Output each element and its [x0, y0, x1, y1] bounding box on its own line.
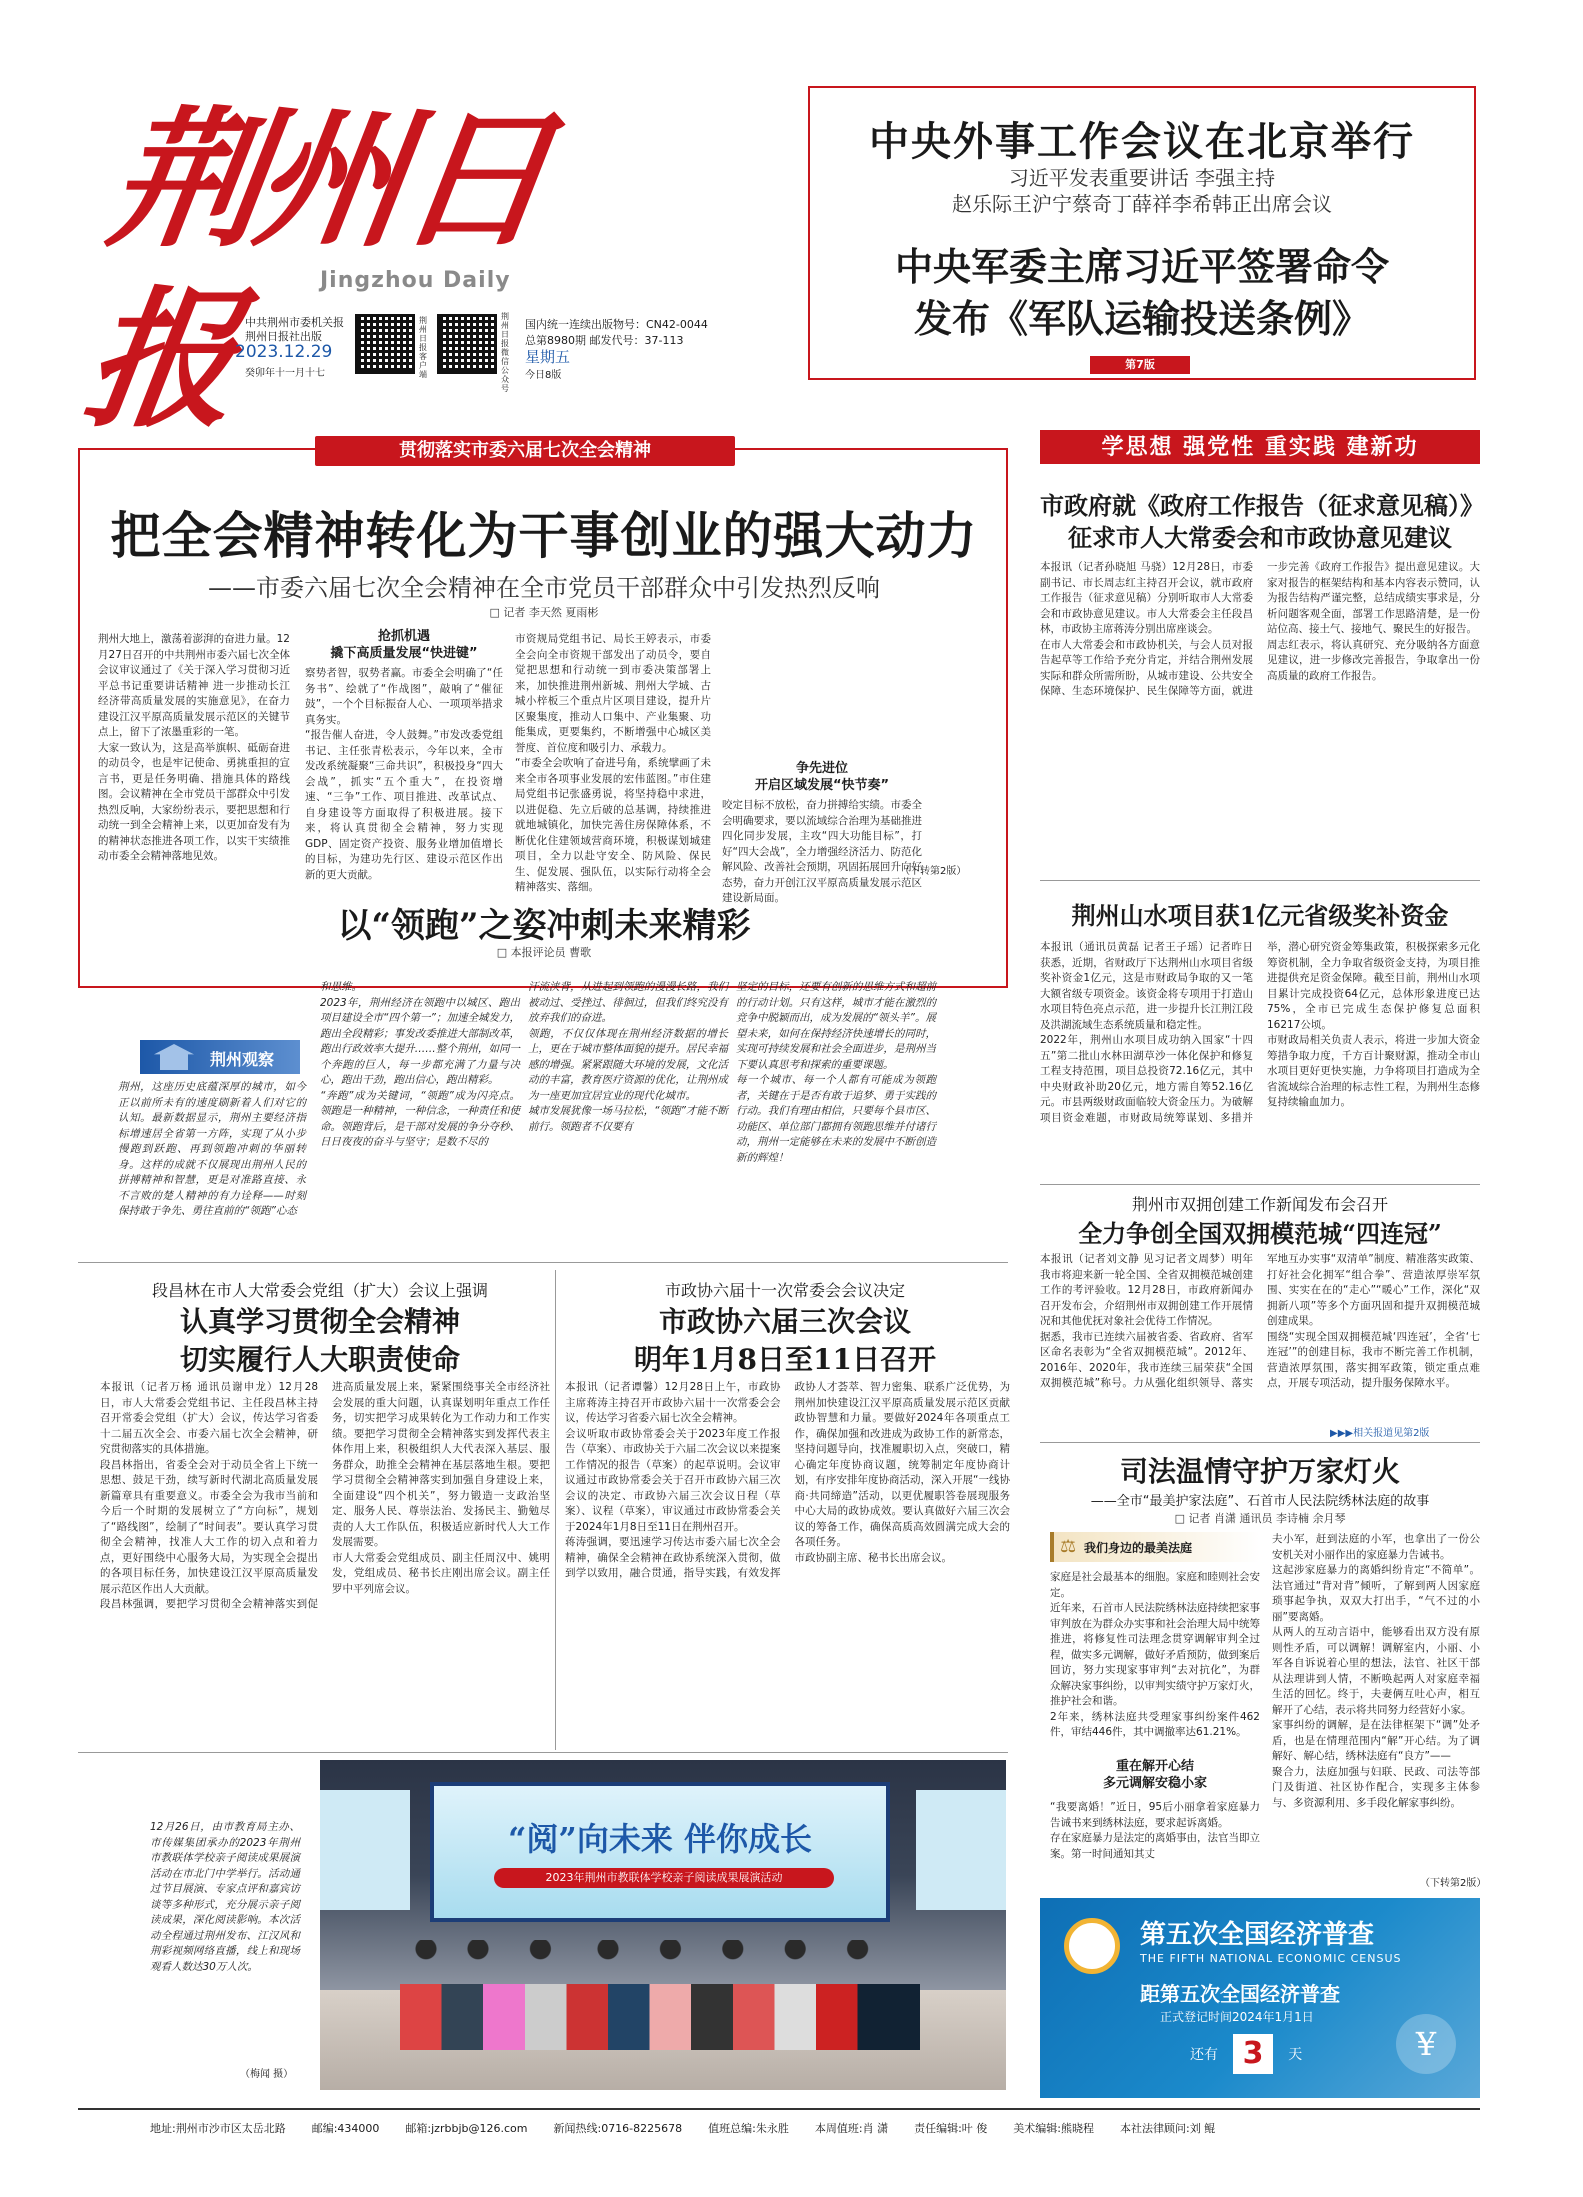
right-a4-subhead-1: 重在解开心结 [1115, 1759, 1194, 1774]
right-a2-text: 本报讯（通讯员黄磊 记者王子瑶）记者昨日获悉，近期，省财政厅下达荆州山水项目省级奖补资金1亿元，这是市财政局争取的又一笔大额省级专项资金。该资金将专项用于打造山水项目特色亮点示范，进一步提升长江荆江段及洪湖流域生态系统质量和稳定性。 2022年，荆州山水项目成功纳入国家“十四五”第二批山水林田湖草沙一体化保护和修复工程支持范围，项目总投资72.16亿元，其中中央财政补助20亿元，地方需自筹52.16亿元。市县两级财政面临较大资金压力。为破解项目资金难题，市财政局统筹谋划、多措并举，潜心研究资金筹集政策，积极探索多元化筹资机制，全力争取省级资金支持，为项目推进提供充足资金保障。截至目前，荆州山水项目累计完成投资64亿元，总体形象进度已达75%，全市已完成生态保护修复总面积16217公顷。 市财政局相关负责人表示，将进一步加大资金筹措争取力度，千方百计聚财源，推动全市山水项目更好更快实施，力争将项目打造成为全省流域综合治理的标志性工程，为荆州生态修复持续输血加力。 [1040, 941, 1480, 1124]
cppcc-headline-1[interactable]: 市政协六届三次会议 [658, 1305, 911, 1338]
right-a1-headline-2[interactable]: 征求市人大常委会和市政协意见建议 [1068, 523, 1452, 552]
right-a1-text: 本报讯（记者孙晓旭 马骁）12月28日，市委副书记、市长周志红主持召开会议，就市政府工作报告（征求意见稿）分别听取市人大常委会和市政协意见建议。市人大常委会主任段昌林，市政协主席蒋涛分别出席座谈会。 在市人大常委会和市政协机关，与会人员对报告起草等工作给予充分肯定，并结合荆州发展实际和群众所需所盼，从城市建设、公共安全保障、生态环境保护、民生保障等方面，就进一步完善《政府工作报告》提出意见建议。大家对报告的框架结构和基本内容表示赞同，认为报告结构严谨完整，总结成绩实事求是，分析问题客观全面，部署工作思路清楚，是一份站位高、接土气、接地气、聚民生的好报告。 周志红表示，将认真研究、充分吸纳各方面意见建议，进一步修改完善报告，争取拿出一份高质量的政府工作报告。 [1040, 561, 1480, 697]
weekday: 星期五 [525, 348, 571, 366]
right-a1-headline-1[interactable]: 市政府就《政府工作报告（征求意见稿）》 [1040, 491, 1484, 520]
event-photo[interactable] [320, 1760, 1006, 2090]
stage-subtitle: 2023年荆州市教联体学校亲子阅读成果展演活动 [494, 1868, 834, 1888]
duan-kicker: 段昌林在市人大常委会党组（扩大）会议上强调 [151, 1281, 488, 1300]
lead-col4-subhead-2: 开启区域发展“快节奏” [754, 778, 890, 793]
photo-caption: 12月26日，由市教育局主办、市传媒集团承办的2023年荆州市教联体学校亲子阅读成果展演活动在市北门中学举行。活动通过节目展演、专家点评和嘉宾访谈等多种形式，充分展示亲子阅读成果，深化阅读影响。本次活动全程通过荆州发布、江汉风和荆彩视频网络直播，线上和现场观看人数达30万人次。 [150, 1821, 300, 1973]
participants-group [400, 1940, 920, 2050]
duan-headline-2[interactable]: 切实履行人大职责使命 [179, 1343, 460, 1376]
qr-code-app[interactable] [355, 314, 415, 374]
right-a4-col2: 夫小军，赶到法庭的小军，也拿出了一份公安机关对小丽作出的家庭暴力告诫书。 这起涉家庭暴力的离婚纠纷肯定“不简单”。法官通过“背对背”倾听，了解到两人因家庭琐事起争执，双双大打出手，“气不过的小丽”要离婚。 从两人的互动言语中，能够看出双方没有原则性矛盾，可以调解！调解室内，小丽、小军各自诉说着心里的想法，法官、社区干部从法理讲到人情，不断唤起两人对家庭幸福生活的回忆。终于，夫妻俩互吐心声，相互解开了心结，表示将共同努力经营好小家。 家事纠纷的调解，是在法律框架下“调”处矛盾，也是在情理范围内“解”开心结。为了调解好、解心结，绣林法庭有“良方”—— 聚合力，法庭加强与妇联、民政、司法等部门及街道、社区协作配合，实现多主体参与、多资源利用、多手段化解家事纠纷。 [1272, 1533, 1480, 1809]
issue-number: 总第8980期 邮发代号：37-113 [525, 334, 684, 347]
lead-col-1: 荆州大地上，激荡着澎湃的奋进力量。12月27日召开的中共荆州市委六届七次全体会议审议通过了《关于深入学习贯彻习近平总书记重要讲话精神 进一步推动长江经济带高质量发展的实施意见》，在奋力建设江汉平原高质量发展示范区的关键节点上，留下了浓墨重彩的一笔。 大家一致认为，这是高举旗帜、砥砺奋进的动员令，也是牢记使命、勇挑重担的宣言书，更是任务明确、措施具体的路线图。会议精神在全市党员干部群众中引发热烈反响，大家纷纷表示，要把思想和行动统一到全会精神上来，以更加奋发有为的精神状态推进各项工作，以实干实绩推动市委全会精神落地见效。 [98, 633, 290, 862]
footer-editor: 责任编辑:叶 俊 [914, 2122, 988, 2135]
commentary-bottom-rule [78, 1262, 1008, 1263]
right-a4-subheadline: ——全市“最美护家法庭”、石首市人民法院绣林法庭的故事 [1090, 1494, 1430, 1509]
right-a3-text: 本报讯（记者刘文静 见习记者文周梦）明年我市将迎来新一轮全国、全省双拥模范城创建工作的考评验收。12月28日，市政府新闻办召开发布会，介绍荆州市双拥创建工作开展情况和其他优抚对象社会优待工作情况。 据悉，我市已连续六届被省委、省政府、省军区命名表彰为“全省双拥模范城”。2012年、2016年、2020年，我市连续三届荣获“全国双拥模范城”称号。力从强化组织领导、落实军地互办实事“双清单”制度、精准落实政策、打好社会化拥军“组合拳”、营造浓厚崇军氛围、实实在在的“走心”“暖心”工作，深化“双拥新八项”等多个方面巩固和提升双拥模范城创建成果。 围绕“实现全国双拥模范城‘四连冠’，全省‘七连冠’”的创建目标，我市不断完善工作机制，营造浓厚氛围，落实拥军政策，锁定重点难点，开展专项活动，提升服务保障水平。 [1040, 1253, 1480, 1389]
lunar-date: 癸卯年十一月十七 [245, 368, 325, 379]
side-screen-right [916, 1790, 1006, 1910]
right-a4-byline: □ 记者 肖潇 通讯员 李诗楠 余月琴 [1174, 1512, 1346, 1525]
right-a3-related-link[interactable]: ▶▶▶相关报道见第2版 [1330, 1428, 1430, 1439]
footer-week-duty: 本周值班:肖 潇 [814, 2122, 889, 2135]
lead-subheadline: ——市委六届七次全会精神在全市党员干部群众中引发热烈反响 [208, 574, 880, 602]
footer-email[interactable]: 邮箱:jzrbbjb@126.com [405, 2122, 528, 2135]
right-a3-kicker: 荆州市双拥创建工作新闻发布会召开 [1131, 1195, 1388, 1214]
right-a4-headline[interactable]: 司法温情守护万家灯火 [1119, 1455, 1400, 1488]
cppcc-text: 本报讯（记者谭馨）12月28日上午，市政协主席蒋涛主持召开市政协六届十一次常委会会议，传达学习省委六届七次全会精神。 会议听取市政协常委会关于2023年度工作报告（草案）、市政协关于六届二次会议以来提案工作情况的报告（草案）的起草说明。会议审议通过市政协常委会关于召开市政协六届三次会议的决定、市政协六届三次会议日程（草案）、议程（草案），审议通过市政协常委会关于2024年1月8日至11日在荆州召开。 蒋涛强调，要迅速学习传达市委六届七次全会精神，确保全会精神在政协系统深入贯彻，做到学以致用，融合贯通，指导实践，有效发挥政协人才荟萃、智力密集、联系广泛优势，为荆州加快建设江汉平原高质量发展示范区贡献政协智慧和力量。要做好2024年各项重点工作，确保加强和改进成为政协工作的新常态，坚持问题导向，找准履职切入点，突破口，精心确定年度协商议题，统筹制定年度协商计划，有序安排年度协商活动，深入开展“一线协商·共同缔造”活动，以更优履职答卷展现服务中心大局的政协成效。要认真做好六届三次会议的筹备工作，确保高质高效圆满完成大会的各项任务。 市政协副主席、秘书长出席会议。 [565, 1381, 1010, 1579]
court-logo-text: 我们身边的最美法庭 [1084, 1541, 1193, 1555]
right-rule-1 [1040, 880, 1480, 881]
commentary-col-3: 汗流浃背，从进起到领跑的漫漫长路，我们被动过、受挫过、徘徊过，但我们终究没有放弃我们的奋进。 领跑，不仅仅体现在荆州经济数据的增长上，更在于城市整体面貌的提升。居民幸福感的增强。紧紧跟随大环境的发展，文化活动的丰富，教育医疗资源的优化，让荆州成为一座更加宜居宜业的现代化城市。 城市发展犹像一场马拉松，“领跑”才能不断前行。领跑者不仅要有 [528, 981, 728, 1133]
footer-address: 地址:荆州市沙市区太岳北路 [150, 2122, 286, 2135]
top-sub-1: 习近平发表重要讲话 李强主持 [1008, 166, 1276, 190]
commentary-logo [140, 1040, 300, 1074]
duan-text: 本报讯（记者万杨 通讯员谢申龙）12月28日，市人大常委会党组书记、主任段昌林主持召开常委会党组（扩大）会议，传达学习省委十二届五次全会、市委六届七次全会精神，研究贯彻落实的具体措施。 段昌林指出，省委全会对于动员全省上下统一思想、鼓足干劲，续写新时代湖北高质量发展新篇章具有重要意义。市委全会为我市当前和今后一个时期的发展树立了“方向标”，规划了“路线图”，绘制了“时间表”。要认真学习贯彻全会精神，找准人大工作的切入点和着力点，更好围绕中心服务大局，为实现全会提出的各项目标任务，加快建设江汉平原高质量发展示范区作出人大贡献。 段昌林强调，要把学习贯彻全会精神落实到促进高质量发展上来，紧紧围绕事关全市经济社会发展的重大问题，认真谋划明年重点工作任务，切实把学习成果转化为工作动力和工作实绩。要把学习贯彻全会精神落实到发挥代表主体作用上来，积极组织人大代表深入基层、服务群众，助推全会精神在基层落地生根。要把学习贯彻全会精神落实到加强自身建设上来，全面建设“四个机关”，努力锻造一支政治坚定、服务人民、尊崇法治、发扬民主、勤勉尽责的人大工作队伍，积极适应新时代人大工作发展需要。 市人大常委会党组成员、副主任周汉中、姚明发，党组成员、秘书长庄刚出席会议。副主任罗中平列席会议。 [100, 1381, 550, 1610]
issue-date: 2023.12.29 [235, 342, 333, 362]
side-screen-left [320, 1790, 410, 1910]
lead-col2-subhead-2: 撬下高质量发展“快进键” [330, 646, 478, 661]
lead-banner: 贯彻落实市委六届七次全会精神 [315, 436, 735, 466]
lead-col2-text: 察势者智，驭势者赢。市委全会明确了“任务书”、绘就了“作战图”，敲响了“催征鼓”，一个个目标振奋人心、一项项举措求真务实。 “报告催人奋进，令人鼓舞。”市发改委党组书记、主任张青松表示，今年以来，全市发改系统凝聚“三命共识”，积极投身“四大会战”，抓实“五个重大”，在投资增速、“三争”工作、项目推进、改革试点、自身建设等方面取得了积极进展。接下来，将认真贯彻全会精神，努力实现GDP、固定资产投资、服务业增加值增长的目标，为建功先行区、建设示范区作出新的更大贡献。 [305, 667, 503, 881]
right-rule-3 [1040, 1442, 1480, 1443]
page-tag[interactable]: 第7版 [1090, 356, 1190, 374]
right-a4-col1b: “我要离婚！”近日，95后小丽拿着家庭暴力告诫书来到绣林法庭，要求起诉离婚。 存在家庭暴力是法定的离婚事由，法官当即立案。第一时间通知其丈 [1050, 1801, 1260, 1860]
census-emblem-icon [1064, 1918, 1120, 1974]
right-a4-continued[interactable]: （下转第2版） [1420, 1878, 1487, 1889]
lead-continued[interactable]: （下转第2版） [900, 866, 967, 877]
footer-chief-editor: 值班总编:朱永胜 [708, 2122, 789, 2135]
top-sub-2: 赵乐际王沪宁蔡奇丁薛祥李希韩正出席会议 [952, 192, 1332, 216]
countdown-prefix: 还有 [1190, 2047, 1218, 2063]
cn-number: 国内统一连续出版物号：CN42-0044 [525, 318, 708, 331]
commentary-col-1: 荆州，这座历史底蕴深厚的城市，如今正以前所未有的速度刷新着人们对它的认知。最新数据显示，荆州主要经济指标增速居全省第一方阵，实现了从小步慢跑到跃跑、再到领跑冲刺的华丽转身。这样的成就不仅展现出荆州人民的拼搏精神和智慧，更是对准路直接、永不言败的楚人精神的有力诠释——时刻保持敢于争先、勇往直前的“领跑”心态 [118, 1081, 306, 1217]
commentary-byline: □ 本报评论员 曹歌 [496, 946, 592, 959]
footer-art-editor: 美术编辑:熊晓程 [1013, 2122, 1094, 2135]
logo-text: 荆州日报 [74, 92, 558, 448]
top-news-box [808, 86, 1476, 380]
footer-top-rule [78, 2108, 1480, 2110]
footer [150, 2120, 1480, 2140]
right-a3-headline[interactable]: 全力争创全国双拥模范城“四连冠” [1078, 1219, 1442, 1248]
census-countdown [1190, 2034, 1302, 2074]
lead-col2-subhead-1: 抢抓机遇 [377, 629, 430, 644]
lead-byline: □ 记者 李天然 夏雨彬 [489, 606, 599, 619]
commentary-col-2: 和思维。 2023年，荆州经济在领跑中以城区、跑出项目建设全市“四个第一”；加速全城发力，跑出全段精彩；事发改委推进大部制改革，跑出行政效率大提升……整个荆州，如同一个奔跑的巨人，每一步都充满了力量与决心，跑出干劲，跑出信心，跑出精彩。 “奔跑”成为关键词，“领跑”成为闪亮点。领跑是一种精神，一种信念，一种责任和使命。领跑背后，是干部对发展的争分夺秒、日日夜夜的奋斗与坚守；是数不尽的 [320, 981, 520, 1148]
right-a4-subhead-2: 多元调解安稳小家 [1102, 1776, 1207, 1791]
countdown-days: 3 [1233, 2034, 1273, 2074]
census-ad[interactable] [1040, 1898, 1480, 2098]
photo-top-rule [78, 1752, 1008, 1753]
right-banner: 学思想 强党性 重实践 建新功 [1040, 430, 1480, 464]
publisher-line: 荆州日报社出版 [245, 330, 322, 343]
census-date-line: 正式登记时间2024年1月1日 [1160, 2010, 1314, 2024]
census-title: 第五次全国经济普查 [1140, 1920, 1375, 1950]
lead-col4-text: 咬定目标不放松，奋力拼搏给实绩。市委全会明确要求，要以流域综合治理为基础推进四化同步发展，主攻“四大功能目标”，打好“四大会战”，全力增强经济活力、防范化解风险、改善社会预期，巩固拓展回升向好态势，奋力开创江汉平原高质量发展示范区建设新局面。 [722, 799, 922, 904]
right-a4-col1-subhead [1050, 1758, 1260, 1792]
logo-english: Jingzhou Daily [320, 268, 511, 293]
commentary-title[interactable]: 以“领跑”之姿冲刺未来精彩 [337, 906, 751, 946]
footer-hotline: 新闻热线:0716-8225678 [553, 2122, 683, 2135]
sponsor-line: 中共荆州市委机关报 [245, 316, 344, 329]
duan-headline-1[interactable]: 认真学习贯彻全会精神 [179, 1305, 460, 1338]
scales-icon: ⚖ [1060, 1536, 1077, 1557]
cppcc-kicker: 市政协六届十一次常委会会议决定 [664, 1281, 905, 1300]
top-headline-2-line2[interactable]: 发布《军队运输投送条例》 [913, 296, 1370, 341]
lead-col-3: 市资规局党组书记、局长王婷表示，市委全会向全市资规干部发出了动员令，要自觉把思想和行动统一到市委决策部署上来，加快推进荆州新城、荆州大学城、古城小梓板三个重点片区项目建设，提升片区聚集度，推动人口集中、产业集聚、功能集成，更要集约，不断增强中心城区美誉度、首位度和吸引力、承载力。 “市委全会吹响了奋进号角，系统擘画了未来全市各项事业发展的宏伟蓝图。”市住建局党组书记张盛勇说，将坚持稳中求进，以进促稳、先立后破的总基调，持续推进就地城镇化，加快完善住房保障体系，不断优化住建领域营商环境，积极谋划城建项目，全力以赴守安全、防风险、保民生、促发展、强队伍，以实际行动将全会精神落实、落细。 [515, 633, 711, 893]
qr-code-wechat[interactable] [437, 314, 497, 374]
footer-legal: 本社法律顾问:刘 鲲 [1120, 2122, 1216, 2135]
page-count: 今日8版 [525, 370, 562, 381]
census-title-en: THE FIFTH NATIONAL ECONOMIC CENSUS [1140, 1952, 1402, 1965]
yuan-coin-icon: ¥ [1396, 2014, 1456, 2074]
commentary-col-4: 坚定的目标，还要有创新的思维方式和超前的行动计划。只有这样，城市才能在激烈的竞争中脱颖而出，成为发展的“领头羊”。展望未来，如何在保持经济快速增长的同时，实现可持续发展和社会全面进步，是荆州当下要认真思考和探索的重要课题。 每一个城市、每一个人都有可能成为领跑者，关键在于是否有敢于追梦、勇于实践的行动。我们有理由相信，只要每个县市区、功能区、单位部门都拥有领跑思维并付诸行动，荆州一定能够在未来的发展中不断创造新的辉煌！ [736, 981, 936, 1164]
footer-postcode: 邮编:434000 [311, 2122, 380, 2135]
right-rule-2 [1040, 1184, 1480, 1185]
top-headline-1[interactable]: 中央外事工作会议在北京举行 [869, 118, 1415, 165]
qr-wechat-label: 荆州日报微信公众号 [501, 312, 509, 393]
lead-col4-subhead-1: 争先进位 [795, 761, 848, 776]
photo-credit: （梅闻 摄） [240, 2069, 294, 2080]
right-a4-col1: 家庭是社会最基本的细胞。家庭和睦则社会安定。 近年来，石首市人民法院绣林法庭持续把家事审判放在为群众办实事和社会治理大局中统筹推进，将修复性司法理念贯穿调解审判全过程，做实多元调解，做好矛盾预防，做到案后回访，努力实现家事审判“去对抗化”，为群众解决家事纠纷，以审判实绩守护万家灯火，推护社会和谐。 2年来，绣林法庭共受理家事纠纷案件462件，审结446件，其中调撤率达61.21%。 [1050, 1571, 1260, 1738]
masthead-info [165, 312, 805, 393]
pagoda-icon [154, 1044, 194, 1070]
duan-cppcc-divider [555, 1270, 556, 1750]
countdown-suffix: 天 [1288, 2047, 1303, 2063]
commentary-logo-text: 荆州观察 [210, 1050, 275, 1069]
right-a2-headline[interactable]: 荆州山水项目获1亿元省级奖补资金 [1071, 901, 1449, 930]
court-logo [1050, 1532, 1260, 1562]
qr-app-label: 荆州日报客户端 [419, 316, 427, 379]
census-line: 距第五次全国经济普查 [1140, 1982, 1340, 2006]
stage-title: “阅”向未来 伴你成长 [508, 1820, 812, 1858]
cppcc-headline-2[interactable]: 明年1月8日至11日召开 [634, 1343, 936, 1376]
lead-col-4 [722, 760, 922, 904]
lead-col-2 [305, 628, 503, 881]
stage-screen [430, 1782, 890, 1922]
lead-headline[interactable]: 把全会精神转化为干事创业的强大动力 [110, 506, 978, 565]
top-headline-2-line1[interactable]: 中央军委主席习近平签署命令 [894, 244, 1389, 289]
